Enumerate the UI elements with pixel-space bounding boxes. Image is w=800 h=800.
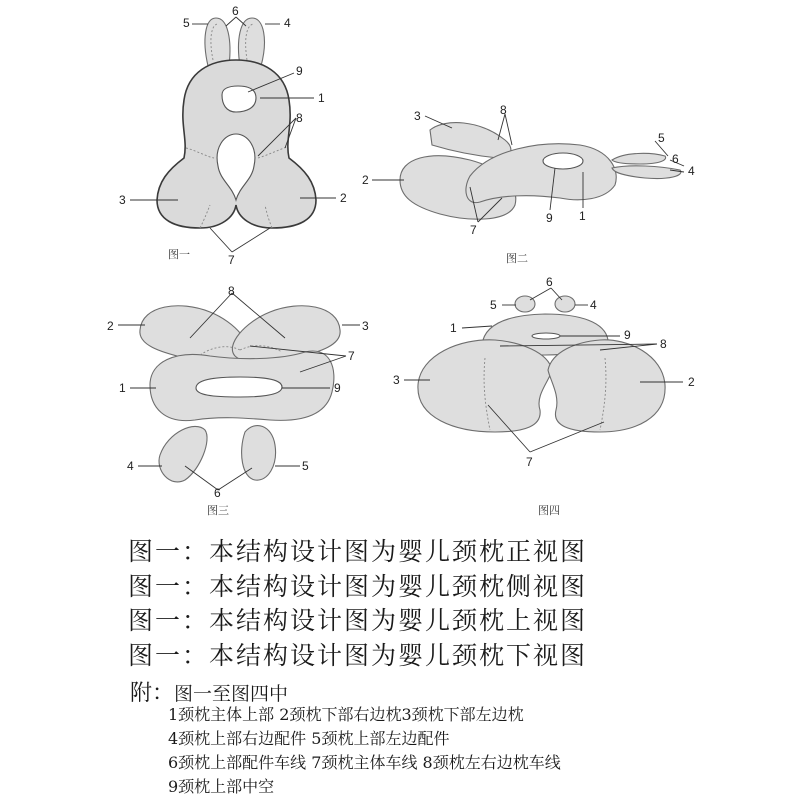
fig3-callout-4: 4 <box>127 459 134 473</box>
fig2-ear-lower <box>612 166 681 179</box>
fig4-callout-8: 8 <box>660 337 667 351</box>
fig4-callout-5: 5 <box>490 298 497 312</box>
fig2-callout-6: 6 <box>672 152 679 166</box>
fig4-callout-9: 9 <box>624 328 631 342</box>
fig4-callout-7: 7 <box>526 455 533 469</box>
fig3-callout-6: 6 <box>214 486 221 500</box>
fig1-callout-7: 7 <box>228 253 235 267</box>
fig4-callout-1: 1 <box>450 321 457 335</box>
legend-line-1: 1颈枕主体上部 2颈枕下部右边枕3颈枕下部左边枕 <box>168 705 524 724</box>
fig4-callout-6: 6 <box>546 275 553 289</box>
fig2-callout-7: 7 <box>470 223 477 237</box>
caption-front-view: 图一：本结构设计图为婴儿颈枕正视图 <box>128 537 588 566</box>
figure-4-bottom-view <box>393 275 695 517</box>
fig1-callout-6: 6 <box>232 4 239 18</box>
fig4-left-pillow <box>418 340 552 432</box>
fig2-callout-4: 4 <box>688 164 695 178</box>
fig1-callout-8: 8 <box>296 111 303 125</box>
fig2-callout-9: 9 <box>546 211 553 225</box>
fig4-caption: 图四 <box>538 504 560 517</box>
fig2-caption: 图二 <box>506 252 528 265</box>
fig1-ear-left <box>205 18 230 66</box>
fig2-callout-5: 5 <box>658 131 665 145</box>
figure-2-side-view <box>362 103 695 265</box>
fig2-callout-8: 8 <box>500 103 507 117</box>
fig1-callout-5: 5 <box>183 16 190 30</box>
fig3-top-hole <box>196 377 282 397</box>
fig2-callout-3: 3 <box>414 109 421 123</box>
fig4-callout-4: 4 <box>590 298 597 312</box>
fig4-callout-2: 2 <box>688 375 695 389</box>
fig1-top-hole <box>222 86 256 112</box>
figure-3-top-view <box>107 284 369 517</box>
legend-line-2: 4颈枕上部右边配件 5颈枕上部左边配件 <box>168 729 450 748</box>
fig1-callout-9: 9 <box>296 64 303 78</box>
legend-line-4: 9颈枕上部中空 <box>168 777 275 796</box>
fig3-ear-left <box>159 426 207 482</box>
fig3-callout-7: 7 <box>348 349 355 363</box>
fig1-callout-4: 4 <box>284 16 291 30</box>
fig1-callout-1: 1 <box>318 91 325 105</box>
fig2-top-hole <box>543 153 583 169</box>
fig3-callout-2: 2 <box>107 319 114 333</box>
fig3-callout-9: 9 <box>334 381 341 395</box>
fig4-ear-right <box>555 296 575 312</box>
appendix-title: 图一至图四中 <box>174 683 289 705</box>
caption-bottom-view: 图一：本结构设计图为婴儿颈枕下视图 <box>128 641 588 670</box>
fig4-callout-3: 3 <box>393 373 400 387</box>
fig2-ear-upper <box>612 153 666 164</box>
fig2-callout-2: 2 <box>362 173 369 187</box>
fig1-callout-3: 3 <box>119 193 126 207</box>
fig2-callout-1: 1 <box>579 209 586 223</box>
caption-top-view: 图一：本结构设计图为婴儿颈枕上视图 <box>128 606 588 635</box>
fig4-right-pillow <box>548 340 665 432</box>
figure-1-front-view <box>119 4 347 267</box>
legend-line-3: 6颈枕上部配件车线 7颈枕主体车线 8颈枕左右边枕车线 <box>168 753 561 772</box>
fig3-callout-5: 5 <box>302 459 309 473</box>
fig3-caption: 图三 <box>207 504 229 517</box>
fig3-callout-3: 3 <box>362 319 369 333</box>
fig1-caption: 图一 <box>168 248 190 261</box>
caption-side-view: 图一：本结构设计图为婴儿颈枕侧视图 <box>128 572 588 601</box>
fig1-callout-2: 2 <box>340 191 347 205</box>
fig3-callout-8: 8 <box>228 284 235 298</box>
fig4-top-hole <box>532 333 560 339</box>
fig3-callout-1: 1 <box>119 381 126 395</box>
fig2-upper-pillow <box>430 123 511 158</box>
appendix-prefix: 附： <box>130 681 175 706</box>
